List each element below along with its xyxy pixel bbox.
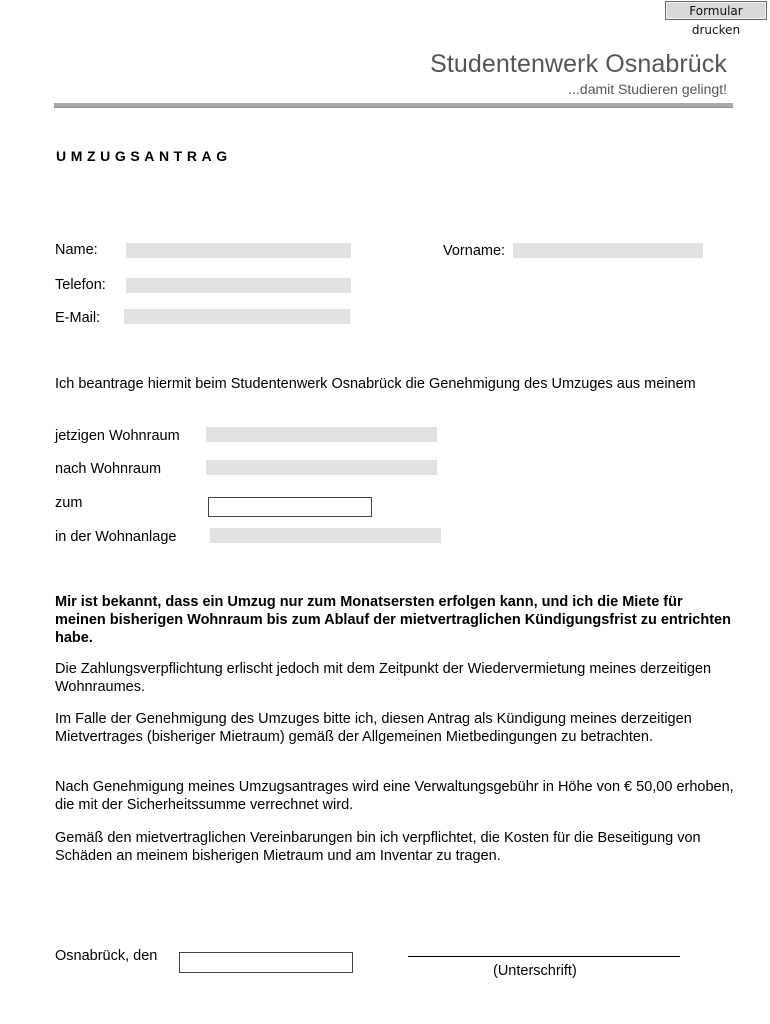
new-room-field[interactable] [206,460,437,475]
request-intro-text: Ich beantrage hiermit beim Studentenwerk Osnabrück die Genehmigung des Umzuges aus meinem [55,376,696,392]
vorname-label: Vorname: [443,243,506,259]
current-room-label: jetzigen Wohnraum [55,428,180,444]
new-room-label: nach Wohnraum [55,461,162,477]
place-date-label: Osnabrück, den [55,948,158,964]
damages-text: Gemäß den mietvertraglichen Vereinbarungen bin ich verpflichtet, die Kosten für die Beseitigung von Schäden an meinem bisherigen Mietraum und am Inventar zu tragen. [55,830,701,864]
move-date-label: zum [55,495,83,511]
signature-label: (Unterschrift) [493,963,577,979]
payment-obligation-text: Die Zahlungsverpflichtung erlischt jedoch mit dem Zeitpunkt der Wiedervermietung meines derzeitigen Wohnraumes. [55,661,712,695]
telefon-field[interactable] [126,278,351,293]
telefon-label: Telefon: [55,277,106,293]
organization-name: Studentenwerk Osnabrück [430,50,727,78]
complex-label: in der Wohnanlage [55,529,177,545]
termination-text: Im Falle der Genehmigung des Umzuges bitte ich, diesen Antrag als Kündigung meines derzeitigen Mietvertrages (bisheriger Mietraum) gemäß der Allgemeinen Mietbedingungen zu betrachten. [55,711,692,745]
name-label: Name: [55,242,98,258]
name-field[interactable] [126,243,351,258]
email-label: E-Mail: [55,310,101,326]
current-room-field[interactable] [206,427,437,442]
complex-field[interactable] [210,528,441,543]
notice-text: Mir ist bekannt, dass ein Umzug nur zum Monatsersten erfolgen kann, und ich die Miete für meinen bisherigen Wohnraum bis zum Ablauf der mietvertraglichen Kündigungsfrist zu entrichten habe. [55,594,731,646]
organization-slogan: ...damit Studieren gelingt! [568,81,727,97]
vorname-field[interactable] [513,243,703,258]
signature-line [408,956,680,957]
move-date-field[interactable] [208,497,372,517]
header-divider [54,103,733,108]
document-title: UMZUGSANTRAG [56,148,232,164]
email-field[interactable] [124,309,350,324]
place-date-field[interactable] [179,952,353,973]
fee-text: Nach Genehmigung meines Umzugsantrages wird eine Verwaltungsgebühr in Höhe von € 50,00 erhoben, die mit der Sicherheitssumme verrechnet wird. [55,779,734,813]
print-form-button[interactable]: Formular drucken [665,1,767,20]
